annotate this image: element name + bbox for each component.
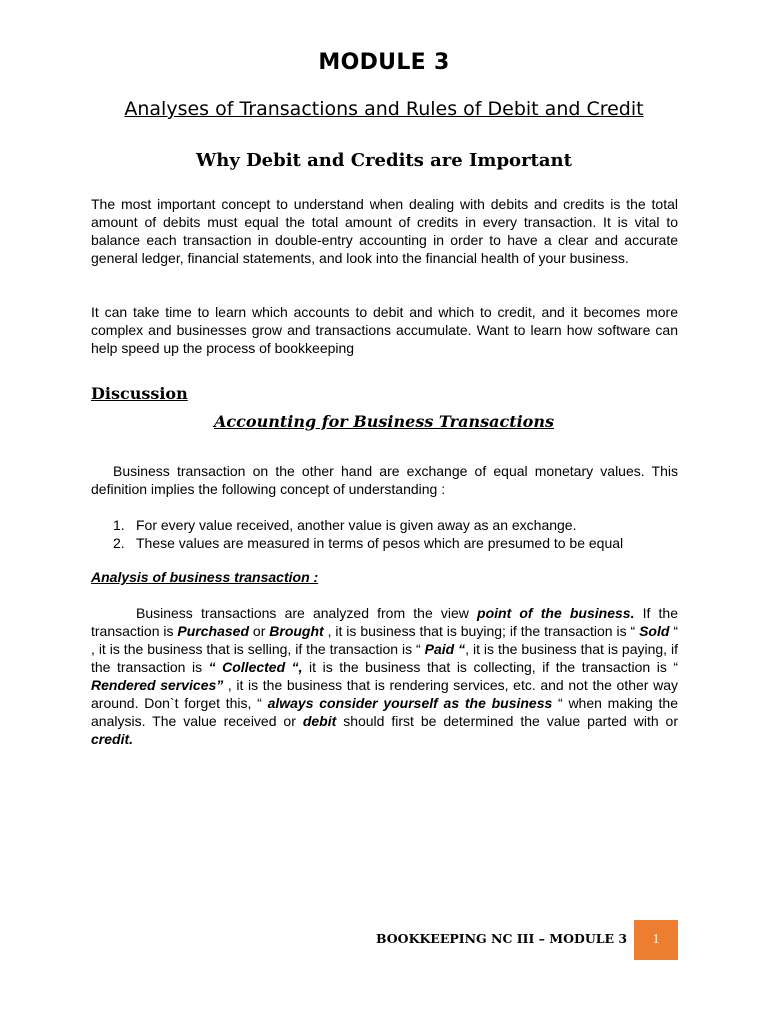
analysis-emphasis: credit. bbox=[91, 731, 134, 747]
list-item-text: For every value received, another value is given away as an exchange. bbox=[136, 517, 577, 533]
analysis-emphasis: Purchased bbox=[177, 623, 249, 639]
analysis-emphasis: Paid “ bbox=[424, 641, 466, 657]
analysis-text: , it is the business that is paying, if the transaction is bbox=[91, 641, 678, 675]
discussion-paragraph: Business transaction on the other hand are exchange of equal monetary values. This definition implies the following concept of understanding : bbox=[91, 463, 678, 497]
page-number-badge: 1 bbox=[634, 920, 678, 960]
section-heading: Why Debit and Credits are Important bbox=[196, 150, 572, 171]
analysis-emphasis: point of the business. bbox=[477, 605, 635, 621]
accounting-subheading: Accounting for Business Transactions bbox=[214, 412, 554, 431]
list-item bbox=[113, 534, 683, 552]
analysis-emphasis: Rendered services” bbox=[91, 677, 224, 693]
list-item-number: 1. bbox=[113, 517, 125, 533]
analysis-emphasis: debit bbox=[302, 713, 337, 729]
analysis-text: “ , it is the business that is selling, if the transaction is “ bbox=[91, 623, 678, 657]
intro-paragraph-1: The most important concept to understand when dealing with debits and credits is the total amount of debits must equal the total amount of credits in every transaction. It is vital to balance each transaction in double-entry accounting in order to have a clear and accurate general ledger, financial statements, and look into the financial health of your business. bbox=[91, 196, 678, 266]
analysis-text: “ when making the analysis. The value received or bbox=[91, 695, 678, 729]
list-item-number: 2. bbox=[113, 535, 125, 551]
analysis-emphasis: Sold bbox=[639, 623, 670, 639]
list-item bbox=[113, 516, 683, 534]
analysis-text: , it is business that is buying; if the transaction is “ bbox=[323, 623, 640, 639]
analysis-text: If the transaction is bbox=[91, 605, 678, 639]
footer-text: BOOKKEEPING NC III – MODULE 3 bbox=[376, 931, 628, 946]
analysis-paragraph bbox=[91, 604, 678, 748]
analysis-emphasis: “ Collected “, bbox=[208, 659, 303, 675]
discussion-heading: Discussion bbox=[91, 384, 188, 403]
list-item-text: These values are measured in terms of pesos which are presumed to be equal bbox=[136, 535, 624, 551]
analysis-emphasis: Brought bbox=[269, 623, 324, 639]
analysis-heading: Analysis of business transaction : bbox=[91, 569, 319, 585]
module-title: MODULE 3 bbox=[318, 50, 450, 75]
analysis-text: or bbox=[249, 623, 270, 639]
analysis-text: Business transactions are analyzed from the view bbox=[136, 605, 478, 621]
intro-paragraph-2: It can take time to learn which accounts to debit and which to credit, and it becomes more complex and businesses grow and transactions accumulate. Want to learn how software can help speed up the process of bookkeeping bbox=[91, 304, 678, 356]
analysis-text: it is the business that is collecting, if the transaction is “ bbox=[302, 659, 678, 675]
module-subtitle: Analyses of Transactions and Rules of Debit and Credit bbox=[124, 98, 644, 120]
analysis-emphasis: always consider yourself as the business bbox=[267, 695, 553, 711]
analysis-text: should first be determined the value parted with or bbox=[336, 713, 678, 729]
concept-list bbox=[113, 516, 683, 552]
analysis-text: , it is the business that is rendering services, etc. and not the other way around. Don`t forget this, “ bbox=[91, 677, 678, 711]
